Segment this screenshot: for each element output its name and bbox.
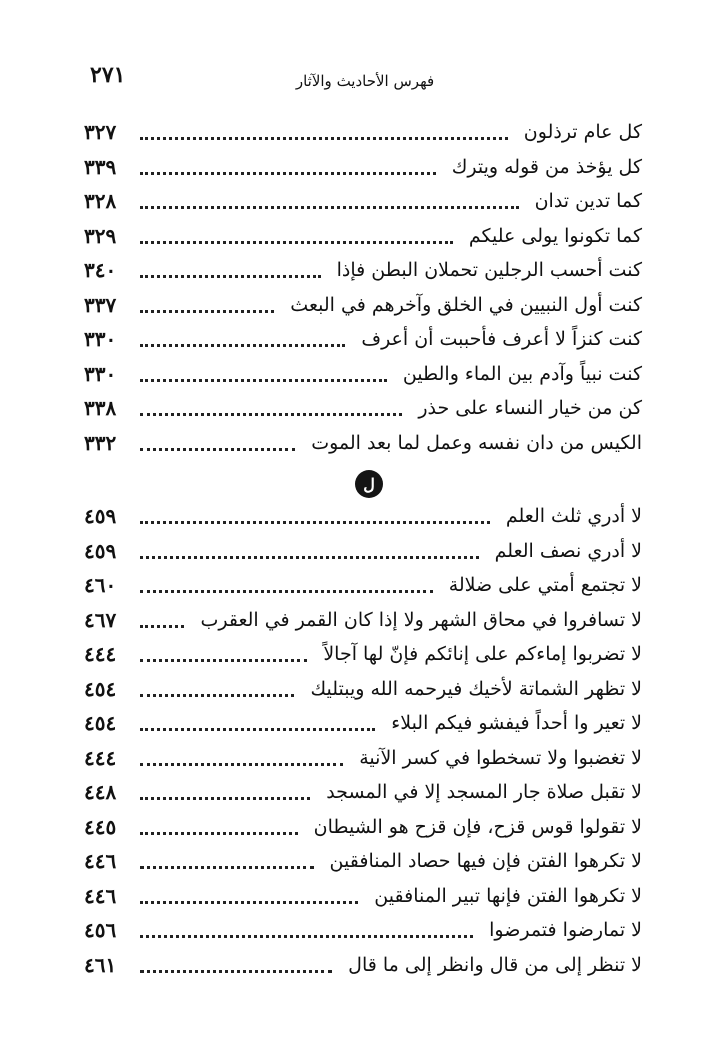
entry-text: كنت كنزاً لا أعرف فأحببت أن أعرف — [351, 328, 642, 350]
index-entry — [84, 499, 642, 534]
entry-text: لا أدري نصف العلم — [485, 540, 642, 562]
entry-page-ref: ٤٥٦ — [84, 918, 117, 943]
entry-page-ref: ٣٢٨ — [84, 189, 117, 214]
dot-leader — [140, 693, 294, 697]
entry-page-ref: ٤٥٤ — [84, 711, 117, 736]
entry-page-ref: ٤٥٩ — [84, 504, 117, 529]
dot-leader — [140, 658, 307, 662]
running-title: فهرس الأحاديث والآثار — [295, 72, 435, 90]
entry-page-ref: ٤٤٤ — [84, 642, 117, 667]
entry-text: لا تظهر الشماتة لأخيك فيرحمه الله ويبتليك — [300, 678, 642, 700]
index-entry — [84, 426, 642, 461]
dot-leader — [140, 934, 473, 938]
entry-text: كن من خيار النساء على حذر — [408, 397, 642, 419]
entry-page-ref: ٣٣٠ — [84, 361, 117, 386]
entry-page-ref: ٣٣٩ — [84, 154, 117, 179]
dot-leader — [140, 796, 310, 800]
entry-text: لا تكرهوا الفتن فإن فيها حصاد المنافقين — [320, 850, 642, 872]
page-number: ٢٧١ — [90, 62, 126, 88]
index-entry — [84, 568, 642, 603]
entry-page-ref: ٣٢٩ — [84, 223, 117, 248]
dot-leader — [140, 378, 387, 382]
index-entry — [84, 288, 642, 323]
page-header — [90, 60, 640, 100]
entry-page-ref: ٤٦٧ — [84, 607, 117, 632]
dot-leader — [140, 309, 274, 313]
entry-text: الكيس من دان نفسه وعمل لما بعد الموت — [301, 432, 642, 454]
index-entry — [84, 948, 642, 983]
entry-page-ref: ٤٤٦ — [84, 849, 117, 874]
index-entry — [84, 810, 642, 845]
index-entry — [84, 534, 642, 569]
entry-text: لا تعير وا أحداً فيفشو فيكم البلاء — [381, 712, 642, 734]
dot-leader — [140, 624, 184, 628]
entry-page-ref: ٤٤٦ — [84, 883, 117, 908]
entry-text: لا تضربوا إماءكم على إنائكم فإنّ لها آجالاً — [313, 643, 642, 665]
entry-page-ref: ٤٤٤ — [84, 745, 117, 770]
index-entry — [84, 219, 642, 254]
dot-leader — [140, 762, 343, 766]
entry-page-ref: ٣٣٧ — [84, 292, 117, 317]
entry-text: لا تغضبوا ولا تسخطوا في كسر الآنية — [349, 747, 642, 769]
index-entry — [84, 150, 642, 185]
index-entry — [84, 637, 642, 672]
dot-leader — [140, 412, 402, 416]
index-entry — [84, 844, 642, 879]
entry-text: لا أدري ثلث العلم — [496, 505, 642, 527]
entry-text: كل عام ترذلون — [514, 121, 642, 143]
index-entry — [84, 253, 642, 288]
entry-text: لا تجتمع أمتي على ضلالة — [439, 574, 642, 596]
entry-text: لا تقبل صلاة جار المسجد إلا في المسجد — [316, 781, 642, 803]
index-entry — [84, 357, 642, 392]
index-entry — [84, 706, 642, 741]
dot-leader — [140, 343, 345, 347]
index-entry — [84, 879, 642, 914]
index-entry — [84, 184, 642, 219]
entry-page-ref: ٤٤٨ — [84, 780, 117, 805]
entry-page-ref: ٤٥٤ — [84, 676, 117, 701]
dot-leader — [140, 969, 332, 973]
dot-leader — [140, 555, 479, 559]
entry-page-ref: ٤٤٥ — [84, 814, 117, 839]
index-entry — [84, 775, 642, 810]
entry-text: كنت أول النبيين في الخلق وآخرهم في البعث — [280, 294, 642, 316]
index-entry — [84, 391, 642, 426]
entry-page-ref: ٣٣٠ — [84, 327, 117, 352]
entry-page-ref: ٣٢٧ — [84, 120, 117, 145]
dot-leader — [140, 727, 375, 731]
index-entry — [84, 913, 642, 948]
section-letter-badge: ل — [355, 470, 383, 498]
entry-text: لا تكرهوا الفتن فإنها تبير المنافقين — [364, 885, 642, 907]
dot-leader — [140, 205, 519, 209]
entry-text: لا تمارضوا فتمرضوا — [479, 919, 642, 941]
dot-leader — [140, 447, 295, 451]
entry-page-ref: ٤٦١ — [84, 952, 117, 977]
entry-text: كل يؤخذ من قوله ويترك — [442, 156, 642, 178]
entry-text: لا تنظر إلى من قال وانظر إلى ما قال — [338, 954, 642, 976]
entry-text: كنت نبياً وآدم بين الماء والطين — [393, 363, 642, 385]
index-list-kaf — [84, 115, 642, 460]
entry-page-ref: ٤٦٠ — [84, 573, 117, 598]
index-entry — [84, 672, 642, 707]
dot-leader — [140, 831, 298, 835]
entry-text: لا تسافروا في محاق الشهر ولا إذا كان القمر في العقرب — [190, 609, 642, 631]
entry-page-ref: ٤٥٩ — [84, 538, 117, 563]
dot-leader — [140, 520, 490, 524]
entry-page-ref: ٣٤٠ — [84, 258, 117, 283]
index-entry — [84, 603, 642, 638]
entry-text: كما تدين تدان — [525, 190, 642, 212]
dot-leader — [140, 274, 321, 278]
entry-page-ref: ٣٣٨ — [84, 396, 117, 421]
dot-leader — [140, 240, 453, 244]
entry-text: كما تكونوا يولى عليكم — [459, 225, 642, 247]
index-list-lam — [84, 499, 642, 982]
dot-leader — [140, 136, 508, 140]
entry-text: كنت أحسب الرجلين تحملان البطن فإذا — [327, 259, 642, 281]
dot-leader — [140, 171, 436, 175]
index-entry — [84, 322, 642, 357]
index-entry — [84, 741, 642, 776]
dot-leader — [140, 900, 358, 904]
entry-text: لا تقولوا قوس قزح، فإن قزح هو الشيطان — [304, 816, 642, 838]
dot-leader — [140, 865, 314, 869]
entry-page-ref: ٣٣٢ — [84, 430, 117, 455]
index-entry — [84, 115, 642, 150]
dot-leader — [140, 589, 433, 593]
